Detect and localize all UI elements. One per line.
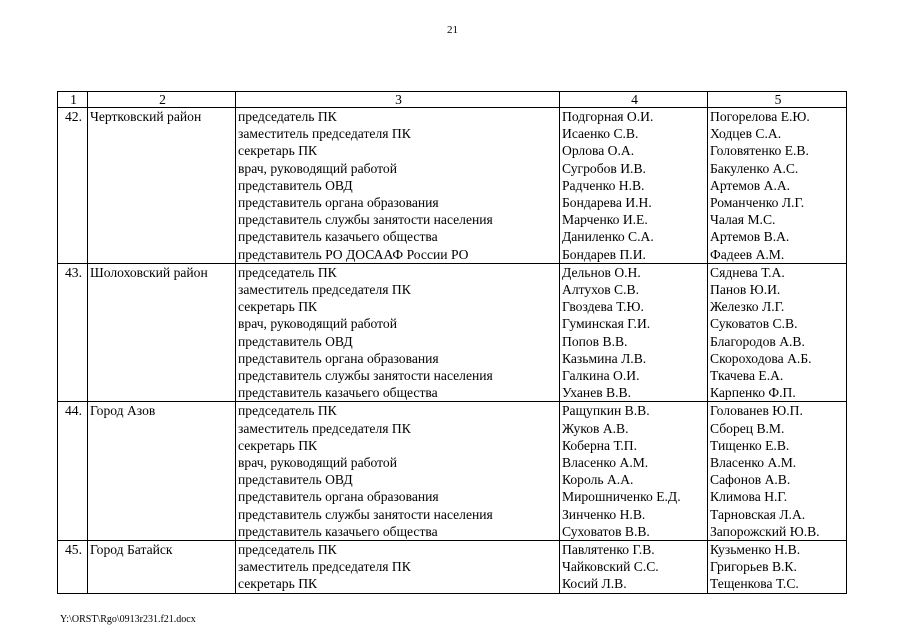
district-name: Шолоховский район: [88, 263, 236, 402]
member-name: Сугробов И.В.: [562, 160, 646, 176]
role-item: представитель казачьего общества: [238, 523, 438, 539]
role-item: заместитель председателя ПК: [238, 559, 411, 575]
member-name: Казьмина Л.В.: [562, 350, 647, 366]
reserve-name: Артемов А.А.: [710, 177, 791, 193]
reserve-list: [708, 263, 847, 402]
role-item: заместитель председателя ПК: [238, 282, 411, 298]
district-name: Чертковский район: [88, 108, 236, 264]
member-name: Дельнов О.Н.: [562, 264, 641, 280]
role-item: заместитель председателя ПК: [238, 126, 411, 142]
member-name: Бондарева И.Н.: [562, 195, 652, 211]
role-item: представитель ОВД: [238, 472, 353, 488]
reserve-name: Ткачева Е.А.: [710, 368, 784, 384]
member-name: Ращупкин В.В.: [562, 403, 650, 419]
row-number: 43.: [58, 263, 88, 402]
district-name: Город Батайск: [88, 541, 236, 594]
reserve-name: Тещенкова Т.С.: [710, 576, 799, 592]
member-name: Алтухов С.В.: [562, 282, 639, 298]
reserve-name: Благородов А.В.: [710, 333, 805, 349]
role-item: председатель ПК: [238, 264, 337, 280]
reserve-name: Бакуленко А.С.: [710, 160, 799, 176]
header-col-1: 1: [58, 92, 88, 108]
role-list: [236, 402, 560, 541]
role-item: представитель казачьего общества: [238, 229, 438, 245]
member-name: Власенко А.М.: [562, 455, 649, 471]
member-name: Суховатов В.В.: [562, 523, 650, 539]
member-list: [560, 402, 708, 541]
member-name: Бондарев П.И.: [562, 246, 646, 262]
reserve-name: Сяднева Т.А.: [710, 264, 785, 280]
reserve-name: Романченко Л.Г.: [710, 195, 805, 211]
role-item: представитель органа образования: [238, 489, 439, 505]
role-list: [236, 108, 560, 264]
member-name: Павлятенко Г.В.: [562, 542, 655, 558]
member-name: Орлова О.А.: [562, 143, 635, 159]
member-name: Косий Л.В.: [562, 576, 627, 592]
row-number: 44.: [58, 402, 88, 541]
role-item: представитель службы занятости населения: [238, 368, 493, 384]
member-name: Король А.А.: [562, 472, 634, 488]
role-item: секретарь ПК: [238, 576, 318, 592]
member-name: Гуминская Г.И.: [562, 316, 651, 332]
table-row: [58, 108, 847, 264]
reserve-name: Скороходова А.Б.: [710, 350, 812, 366]
reserve-name: Суковатов С.В.: [710, 316, 798, 332]
row-number: 42.: [58, 108, 88, 264]
role-item: врач, руководящий работой: [238, 316, 397, 332]
role-list: [236, 541, 560, 594]
district-name: Город Азов: [88, 402, 236, 541]
member-name: Радченко Н.В.: [562, 177, 645, 193]
table-row: [58, 263, 847, 402]
reserve-name: Кузьменко Н.В.: [710, 542, 801, 558]
member-name: Исаенко С.В.: [562, 126, 639, 142]
page-number: 21: [447, 24, 458, 36]
reserve-name: Головятенко Е.В.: [710, 143, 809, 159]
role-item: представитель ОВД: [238, 177, 353, 193]
role-item: секретарь ПК: [238, 299, 318, 315]
reserve-name: Панов Ю.И.: [710, 282, 781, 298]
reserve-name: Голованев Ю.П.: [710, 403, 803, 419]
row-number: 45.: [58, 541, 88, 594]
table-row: [58, 402, 847, 541]
reserve-name: Тарновская Л.А.: [710, 506, 806, 522]
reserve-name: Григорьев В.К.: [710, 559, 797, 575]
role-list: [236, 263, 560, 402]
role-item: представитель органа образования: [238, 350, 439, 366]
member-name: Зинченко Н.В.: [562, 506, 646, 522]
reserve-name: Чалая М.С.: [710, 212, 776, 228]
reserve-name: Сборец В.М.: [710, 420, 785, 436]
reserve-name: Запорожский Ю.В.: [710, 523, 820, 539]
file-path-footer: Y:\ORST\Rgo\0913r231.f21.docx: [60, 614, 196, 625]
member-list: [560, 108, 708, 264]
reserve-list: [708, 541, 847, 594]
reserve-name: Погорелова Е.Ю.: [710, 109, 810, 124]
reserve-name: Ходцев С.А.: [710, 126, 782, 142]
member-list: [560, 541, 708, 594]
member-name: Коберна Т.П.: [562, 437, 638, 453]
role-item: врач, руководящий работой: [238, 455, 397, 471]
commission-table: [57, 91, 847, 594]
reserve-name: Железко Л.Г.: [710, 299, 785, 315]
member-name: Чайковский С.С.: [562, 559, 659, 575]
member-name: Уханев В.В.: [562, 385, 631, 401]
role-item: секретарь ПК: [238, 143, 318, 159]
header-col-5: 5: [708, 92, 847, 108]
reserve-name: Фадеев А.М.: [710, 246, 785, 262]
member-list: [560, 263, 708, 402]
header-col-3: 3: [236, 92, 560, 108]
header-col-2: 2: [88, 92, 236, 108]
role-item: представитель ОВД: [238, 333, 353, 349]
role-item: представитель службы занятости населения: [238, 212, 493, 228]
member-name: Гвоздева Т.Ю.: [562, 299, 644, 315]
reserve-name: Власенко А.М.: [710, 455, 797, 471]
table-row: [58, 541, 847, 594]
role-item: представитель РО ДОСААФ России РО: [238, 246, 469, 262]
role-item: председатель ПК: [238, 403, 337, 419]
reserve-list: [708, 402, 847, 541]
member-name: Даниленко С.А.: [562, 229, 654, 245]
table-header-row: [58, 92, 847, 108]
role-item: представитель службы занятости населения: [238, 506, 493, 522]
role-item: представитель органа образования: [238, 195, 439, 211]
reserve-name: Артемов В.А.: [710, 229, 790, 245]
member-name: Попов В.В.: [562, 333, 628, 349]
reserve-name: Карпенко Ф.П.: [710, 385, 796, 401]
role-item: представитель казачьего общества: [238, 385, 438, 401]
member-name: Галкина О.И.: [562, 368, 640, 384]
header-col-4: 4: [560, 92, 708, 108]
role-item: врач, руководящий работой: [238, 160, 397, 176]
member-name: Марченко И.Е.: [562, 212, 648, 228]
reserve-name: Тищенко Е.В.: [710, 437, 790, 453]
member-name: Жуков А.В.: [562, 420, 629, 436]
reserve-list: [708, 108, 847, 264]
role-item: председатель ПК: [238, 109, 337, 124]
role-item: председатель ПК: [238, 542, 337, 558]
reserve-name: Сафонов А.В.: [710, 472, 791, 488]
member-name: Мирошниченко Е.Д.: [562, 489, 681, 505]
reserve-name: Климова Н.Г.: [710, 489, 788, 505]
member-name: Подгорная О.И.: [562, 109, 654, 124]
role-item: секретарь ПК: [238, 437, 318, 453]
role-item: заместитель председателя ПК: [238, 420, 411, 436]
